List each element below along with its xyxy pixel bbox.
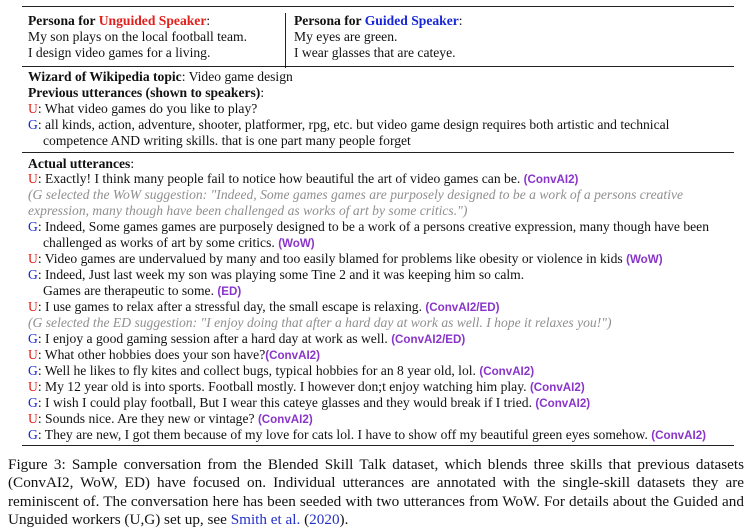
persona-unguided-line: My son plays on the local football team. bbox=[28, 29, 247, 44]
figure-caption: Figure 3: Sample conversation from the Blended Skill Talk dataset, which blends three skills that previous datasets (ConvAI2, WoW, ED) have focused on. Individual utterances are annotated with the single-skill datasets they are reminiscent of. The conversation here has been seeded with two utterances from WoW. For details about the Guided and Unguided workers (U,G) set up, see Smith et al. (2020). bbox=[8, 456, 744, 529]
citation-year-link[interactable]: 2020 bbox=[309, 511, 340, 529]
utterance: G: I enjoy a good gaming session after a hard day at work as well. (ConvAI2/ED) bbox=[28, 331, 466, 346]
skill-tag: (ConvAI2) bbox=[535, 397, 591, 410]
prev-utterance-u: U: What video games do you like to play? bbox=[28, 101, 258, 116]
skill-tag: (ConvAI2) bbox=[523, 173, 579, 186]
persona-unguided-line: I design video games for a living. bbox=[28, 45, 211, 60]
utterance: U: I use games to relax after a stressful day, the small escape is relaxing. (ConvAI2/ED) bbox=[28, 299, 500, 314]
previous-utterances-heading: Previous utterances (shown to speakers): bbox=[28, 85, 265, 100]
selection-note: (G selected the WoW suggestion: "Indeed, Some games games are purposely designed to be a work of a persons creative expression, many though have been challenged as works of art by some critics.") bbox=[28, 187, 684, 218]
rule-top bbox=[22, 6, 734, 7]
utterance: G: Well he likes to fly kites and collect bugs, typical hobbies for an 8 year old, lol. (ConvAI2) bbox=[28, 363, 535, 378]
utterance: G: They are new, I got them because of my love for cats lol. I have to show off my beautiful green eyes somehow. (ConvAI2) bbox=[28, 427, 707, 442]
skill-tag: (ConvAI2) bbox=[651, 429, 707, 442]
utterance: U: What other hobbies does your son have?(ConvAI2) bbox=[28, 347, 320, 362]
utterance: U: My 12 year old is into sports. Football mostly. I however don;t enjoy watching him play. (ConvAI2) bbox=[28, 379, 585, 394]
utterance: U: Sounds nice. Are they new or vintage? (ConvAI2) bbox=[28, 411, 313, 426]
persona-unguided-heading: Persona for Unguided Speaker: bbox=[28, 13, 211, 28]
utterance: U: Exactly! I think many people fail to notice how beautiful the art of video games can be. (ConvAI2) bbox=[28, 171, 579, 186]
actual-utterances-heading: Actual utterances: bbox=[28, 156, 135, 171]
utterance-continued: Games are therapeutic to some. (ED) bbox=[43, 283, 242, 298]
rule-vertical bbox=[285, 13, 286, 68]
skill-tag: (WoW) bbox=[278, 237, 315, 250]
skill-tag: (ConvAI2) bbox=[257, 413, 313, 426]
skill-tag: (ConvAI2/ED) bbox=[425, 301, 500, 314]
persona-guided-line: I wear glasses that are cateye. bbox=[294, 45, 456, 60]
skill-tag: (ConvAI2) bbox=[529, 381, 585, 394]
persona-guided-heading: Persona for Guided Speaker: bbox=[294, 13, 463, 28]
utterance: G: Indeed, Some games games are purposely designed to be a work of a persons creative expression, many though have been challenged as works of art by some critics. (WoW) bbox=[28, 219, 710, 250]
skill-tag: (WoW) bbox=[626, 253, 663, 266]
utterance: G: Indeed, Just last week my son was playing some Tine 2 and it was keeping him so calm. bbox=[28, 267, 525, 282]
prev-utterance-g: G: all kinds, action, adventure, shooter, platformer, rpg, etc. but video game design requires both artistic and technical competence AND writing skills. that is one part many people forget bbox=[28, 117, 670, 148]
skill-tag: (ConvAI2/ED) bbox=[391, 333, 466, 346]
rule-persona bbox=[22, 66, 734, 67]
persona-guided-line: My eyes are green. bbox=[294, 29, 398, 44]
conversation-figure bbox=[22, 6, 734, 446]
wow-topic: Wizard of Wikipedia topic: Video game design bbox=[28, 69, 293, 84]
rule-bottom bbox=[22, 445, 734, 446]
citation-link[interactable]: Smith et al. bbox=[230, 511, 301, 529]
skill-tag: (ED) bbox=[217, 285, 242, 298]
skill-tag: (ConvAI2) bbox=[479, 365, 535, 378]
rule-context bbox=[22, 152, 734, 153]
selection-note: (G selected the ED suggestion: "I enjoy doing that after a hard day at work as well. I hope it relaxes you!") bbox=[28, 315, 612, 330]
utterance: G: I wish I could play football, But I wear this cateye glasses and they would break if I tried. (ConvAI2) bbox=[28, 395, 591, 410]
utterance: U: Video games are undervalued by many and too easily blamed for problems like obesity or violence in kids (WoW) bbox=[28, 251, 663, 266]
skill-tag: (ConvAI2) bbox=[265, 349, 320, 362]
